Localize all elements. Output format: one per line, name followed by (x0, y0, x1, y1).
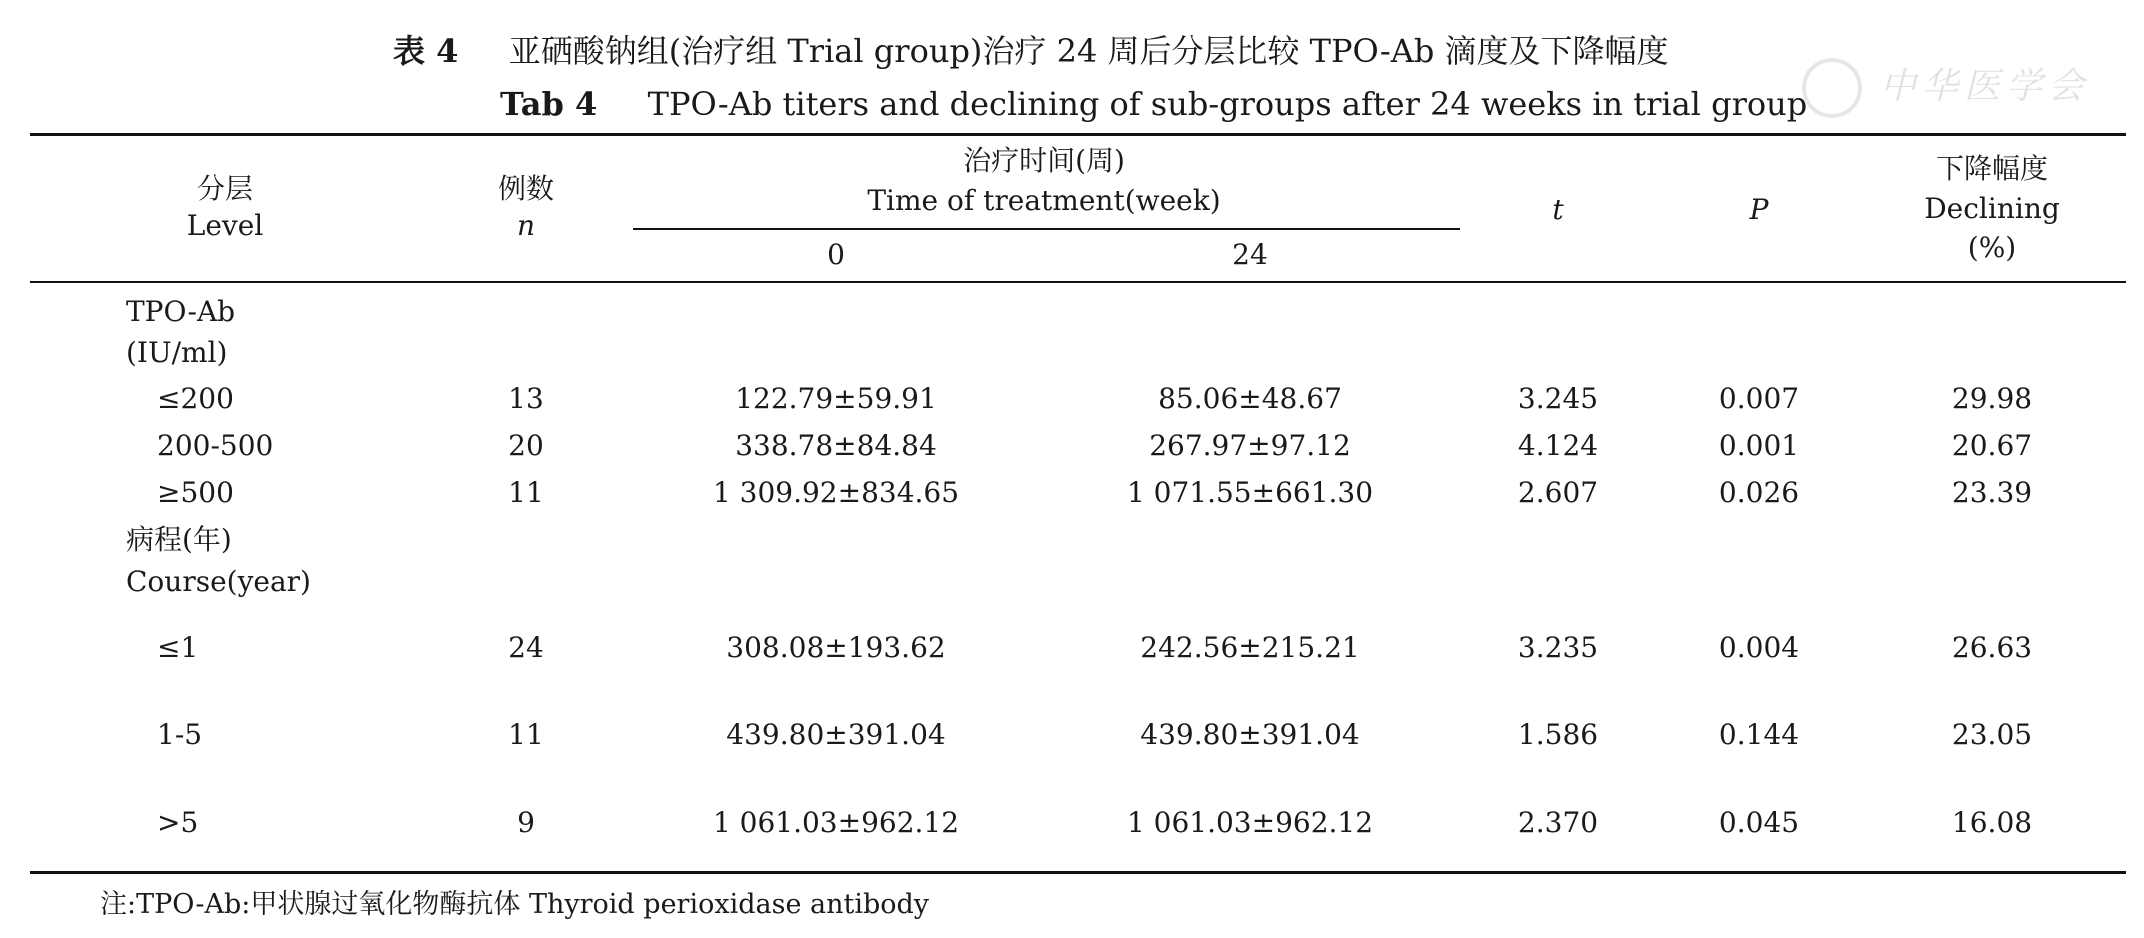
header-level-en: Level (186, 209, 264, 242)
bottom-rule (30, 871, 2126, 874)
cell-n: 13 (508, 382, 544, 415)
header-time-en: Time of treatment(week) (867, 184, 1221, 217)
cell-decl: 16.08 (1951, 806, 2033, 839)
cell-level: ≤200 (157, 382, 234, 415)
cell-p: 0.007 (1718, 382, 1800, 415)
group-label: Course(year) (126, 565, 311, 598)
cell-w0: 439.80±391.04 (726, 718, 946, 751)
cell-w24: 1 061.03±962.12 (1126, 806, 1374, 839)
header-decl-en: Declining (1924, 192, 2060, 225)
header-decl-cn: 下降幅度 (1935, 152, 2049, 185)
group-label: (IU/ml) (126, 336, 228, 369)
caption-cn-label: 表 4 (393, 32, 459, 70)
cell-p: 0.144 (1718, 718, 1800, 751)
header-n-en: n (516, 209, 536, 242)
cell-decl: 23.39 (1951, 476, 2033, 509)
header-rule (30, 281, 2126, 283)
cell-w24: 439.80±391.04 (1140, 718, 1360, 751)
cell-n: 11 (508, 476, 544, 509)
cell-t: 1.586 (1517, 718, 1599, 751)
cell-t: 3.245 (1517, 382, 1599, 415)
table-note: 注:TPO-Ab:甲状腺过氧化物酶抗体 Thyroid perioxidase antibody (100, 889, 930, 920)
cell-level: 200-500 (157, 429, 274, 462)
group-label: TPO-Ab (126, 295, 236, 328)
header-time-cn: 治疗时间(周) (963, 144, 1125, 177)
time-subrule (633, 228, 1460, 230)
cell-p: 0.001 (1718, 429, 1800, 462)
header-week0: 0 (827, 238, 845, 271)
header-n-cn: 例数 (497, 172, 555, 205)
cell-t: 3.235 (1517, 631, 1599, 664)
watermark: 中华医学会 (1880, 66, 2091, 107)
cell-t: 4.124 (1517, 429, 1599, 462)
cell-w0: 1 309.92±834.65 (712, 476, 960, 509)
caption-en (500, 85, 1808, 123)
cell-w24: 85.06±48.67 (1158, 382, 1342, 415)
cell-level: ≥500 (157, 476, 234, 509)
top-rule (30, 133, 2126, 136)
cell-p: 0.045 (1718, 806, 1800, 839)
cell-decl: 20.67 (1951, 429, 2033, 462)
header-t: t (1552, 193, 1564, 226)
cell-w24: 1 071.55±661.30 (1126, 476, 1374, 509)
caption-cn-title: 亚硒酸钠组(治疗组 Trial group)治疗 24 周后分层比较 TPO-Ab 滴度及下降幅度 (508, 32, 1669, 70)
cell-p: 0.004 (1718, 631, 1800, 664)
watermark-logo (1802, 58, 1862, 118)
cell-p: 0.026 (1718, 476, 1800, 509)
cell-w0: 338.78±84.84 (735, 429, 937, 462)
cell-level: ≤1 (157, 631, 199, 664)
cell-t: 2.607 (1517, 476, 1599, 509)
header-p: P (1749, 193, 1769, 226)
cell-w24: 267.97±97.12 (1149, 429, 1351, 462)
caption-en-label: Tab 4 (500, 85, 598, 123)
cell-w0: 1 061.03±962.12 (712, 806, 960, 839)
caption-cn (393, 32, 1669, 70)
caption-en-title: TPO-Ab titers and declining of sub-groups after 24 weeks in trial group (647, 85, 1808, 123)
cell-n: 9 (517, 806, 535, 839)
cell-decl: 29.98 (1951, 382, 2033, 415)
cell-n: 11 (508, 718, 544, 751)
header-week24: 24 (1232, 238, 1268, 271)
header-level-cn: 分层 (196, 172, 254, 205)
cell-n: 20 (508, 429, 544, 462)
cell-decl: 23.05 (1951, 718, 2033, 751)
cell-w0: 122.79±59.91 (735, 382, 937, 415)
cell-w24: 242.56±215.21 (1140, 631, 1360, 664)
cell-n: 24 (508, 631, 544, 664)
cell-w0: 308.08±193.62 (726, 631, 946, 664)
cell-t: 2.370 (1517, 806, 1599, 839)
header-decl-unit: (%) (1967, 231, 2017, 264)
cell-level: 1-5 (157, 718, 203, 751)
group-label: 病程(年) (126, 523, 232, 556)
cell-decl: 26.63 (1951, 631, 2033, 664)
cell-level: >5 (157, 806, 199, 839)
